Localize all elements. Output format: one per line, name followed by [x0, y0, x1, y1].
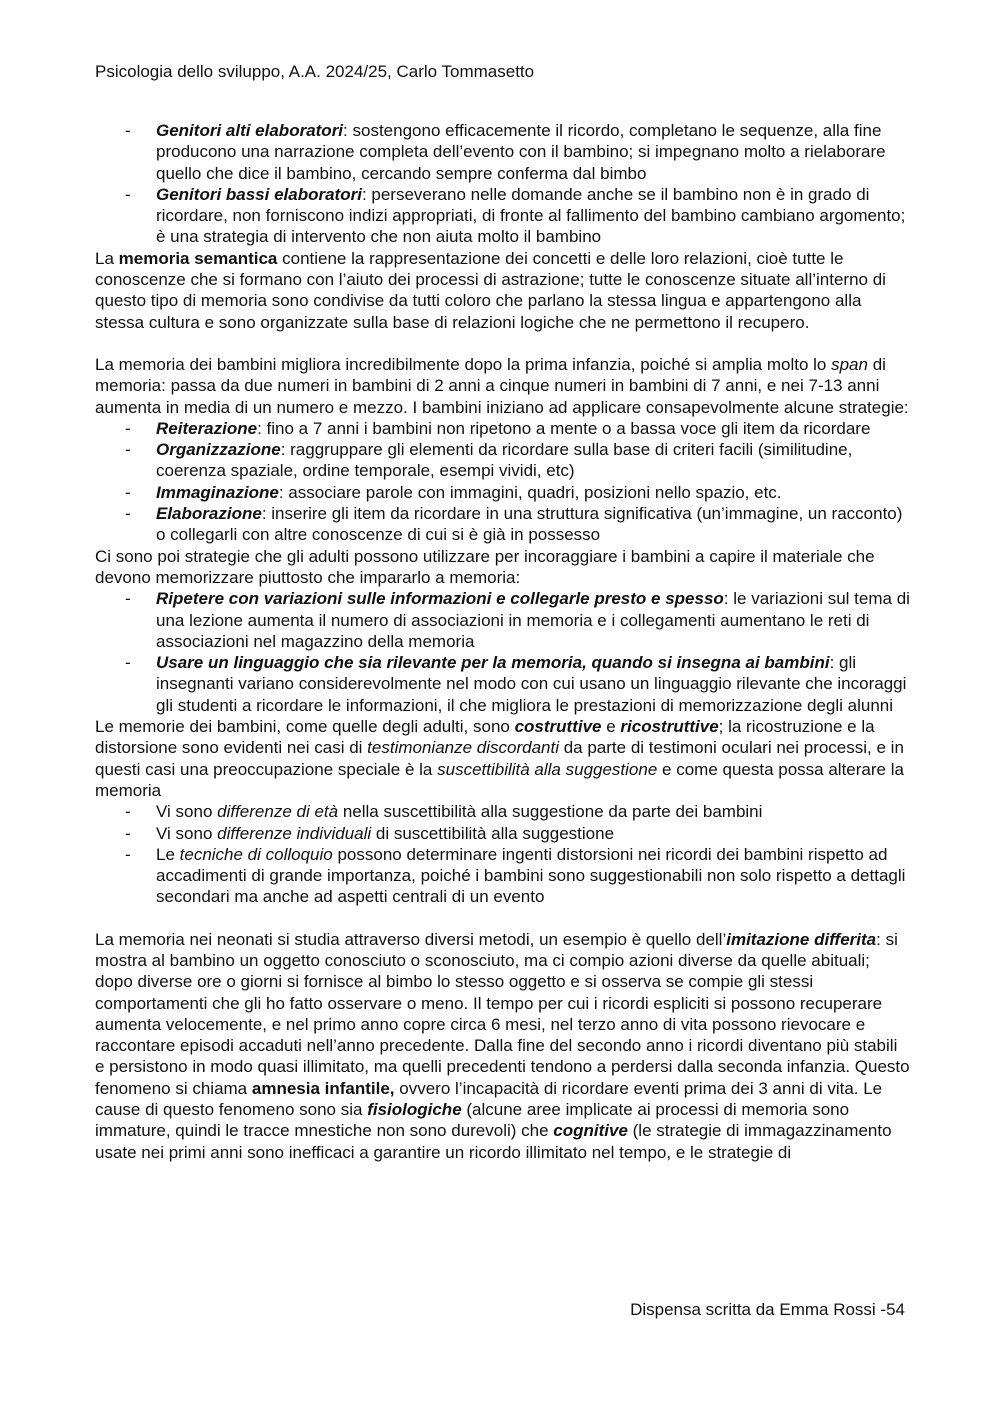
list-item: - Immaginazione: associare parole con immagini, quadri, posizioni nello spazio, etc.: [95, 482, 910, 503]
elaborators-list: [95, 120, 910, 248]
term: Genitori alti elaboratori: [156, 121, 344, 140]
paragraph-semantic-memory: La memoria semantica contiene la rappresentazione dei concetti e delle loro relazioni, cioè tutte le conoscenze che si formano con l’aiuto dei processi di astrazione; tutte le conoscenze situate all’interno di questo tipo di memoria sono condivise da tutti coloro che parlano la stessa lingua e appartengono alla stessa cultura e sono organizzate sulla base di relazioni logiche che ne permettono il recupero.: [95, 248, 886, 332]
paragraph-memory-span: La memoria dei bambini migliora incredibilmente dopo la prima infanzia, poiché si amplia molto lo span di memoria: passa da due numeri in bambini di 2 anni a cinque numeri in bambini di 7 anni, e nei 7-13 anni aumenta in media di un numero e mezzo. I bambini iniziano ad applicare consapevolmente alcune strategie:: [95, 354, 909, 417]
list-item: - Genitori alti elaboratori: sostengono efficacemente il ricordo, completano le sequenze, alla fine producono una narrazione completa dell’evento con il bambino; si impegnano molto a rielaborare quello che dice il bambino, cercando sempre conferma dal bimbo: [95, 120, 910, 184]
list-item: - Vi sono differenze di età nella suscettibilità alla suggestione da parte dei bambini: [95, 801, 910, 822]
list-item: - Elaborazione: inserire gli item da ricordare in una struttura significativa (un’immagine, un racconto) o collegarli con altre conoscenze di cui si è già in possesso: [95, 503, 910, 546]
adult-strategies-list: [95, 588, 910, 716]
list-item: - Vi sono differenze individuali di suscettibilità alla suggestione: [95, 823, 910, 844]
paragraph-adult-strategies: Ci sono poi strategie che gli adulti possono utilizzare per incoraggiare i bambini a capire il materiale che devono memorizzare piuttosto che impararlo a memoria:: [95, 546, 875, 587]
paragraph-infant-memory: La memoria nei neonati si studia attraverso diversi metodi, un esempio è quello dell’imitazione differita: si mostra al bambino un oggetto conosciuto o sconosciuto, ma ci compio azioni diverse da quelle abituali; dopo diverse ore o giorni si fornisce al bimbo lo stesso oggetto e si osserva se compie gli stessi comportamenti che gli ho fatto osservare o meno. Il tempo per cui i ricordi espliciti si possono recuperare aumenta velocemente, e nel primo anno copre circa 6 mesi, nel terzo anno di vita possono rievocare e raccontare episodi accaduti nell’anno precedente. Dalla fine del secondo anno i ricordi diventano più stabili e persistono in modo quasi illimitato, ma quelli precedenti tendono a perdersi dalla seconda infanzia. Questo fenomeno si chiama amnesia infantile, ovvero l’incapacità di ricordare eventi prima dei 3 anni di vita. Le cause di questo fenomeno sono sia fisiologiche (alcune aree implicate ai processi di memoria sono immature, quindi le tracce mnestiche non sono durevoli) che cognitive (le strategie di immagazzinamento usate nei primi anni sono inefficaci a garantire un ricordo illimitato nel tempo, e le strategie di: [95, 929, 910, 1162]
page-footer: Dispensa scritta da Emma Rossi -54: [630, 1300, 905, 1319]
strategies-list: [95, 418, 910, 546]
list-item: - Le tecniche di colloquio possono determinare ingenti distorsioni nei ricordi dei bambini rispetto ad accadimenti di grande importanza, poiché i bambini sono suggestionabili non solo rispetto a dettagli secondari ma anche ad aspetti centrali di un evento: [95, 844, 910, 908]
term: Genitori bassi elaboratori: [156, 184, 362, 204]
document-body: [95, 120, 910, 1163]
page-header: Psicologia dello sviluppo, A.A. 2024/25, Carlo Tommasetto: [95, 62, 535, 81]
suggestibility-list: [95, 801, 910, 907]
term: Reiterazione: [156, 418, 258, 438]
paragraph-constructive-memory: Le memorie dei bambini, come quelle degli adulti, sono costruttive e ricostruttive; la ricostruzione e la distorsione sono evidenti nei casi di testimonianze discordanti da parte di testimoni oculari nei processi, e in questi casi una preoccupazione speciale è la suscettibilità alla suggestione e come questa possa alterare la memoria: [95, 717, 904, 800]
term: Ripetere con variazioni sulle informazioni e collegarle presto e spesso: [156, 589, 724, 609]
list-item: - Genitori bassi elaboratori: perseverano nelle domande anche se il bambino non è in grado di ricordare, non forniscono indizi appropriati, di fronte al fallimento del bambino cambiano argomento; è una strategia di intervento che non aiuta molto il bambino: [95, 184, 910, 248]
term: Usare un linguaggio che sia rilevante per la memoria, quando si insegna ai bambini: [156, 653, 830, 673]
list-item: - Ripetere con variazioni sulle informazioni e collegarle presto e spesso: le variazioni sul tema di una lezione aumenta il numero di associazioni in memoria e i collegamenti aumentano le reti di associazioni nel magazzino della memoria: [95, 588, 910, 652]
term: Elaborazione: [156, 504, 262, 524]
list-item: - Organizzazione: raggruppare gli elementi da ricordare sulla base di criteri facili (similitudine, coerenza spaziale, ordine temporale, esempi vividi, etc): [95, 439, 910, 482]
term: Immaginazione: [156, 482, 279, 502]
list-item: - Reiterazione: fino a 7 anni i bambini non ripetono a mente o a bassa voce gli item da ricordare: [95, 418, 910, 439]
list-item: - Usare un linguaggio che sia rilevante per la memoria, quando si insegna ai bambini: gli insegnanti variano considerevolmente nel modo con cui usano un linguaggio rilevante che incoraggi gli studenti a ricordare le informazioni, il che migliora le prestazioni di memorizzazione degli alunni: [95, 652, 910, 716]
term: Organizzazione: [156, 440, 281, 460]
